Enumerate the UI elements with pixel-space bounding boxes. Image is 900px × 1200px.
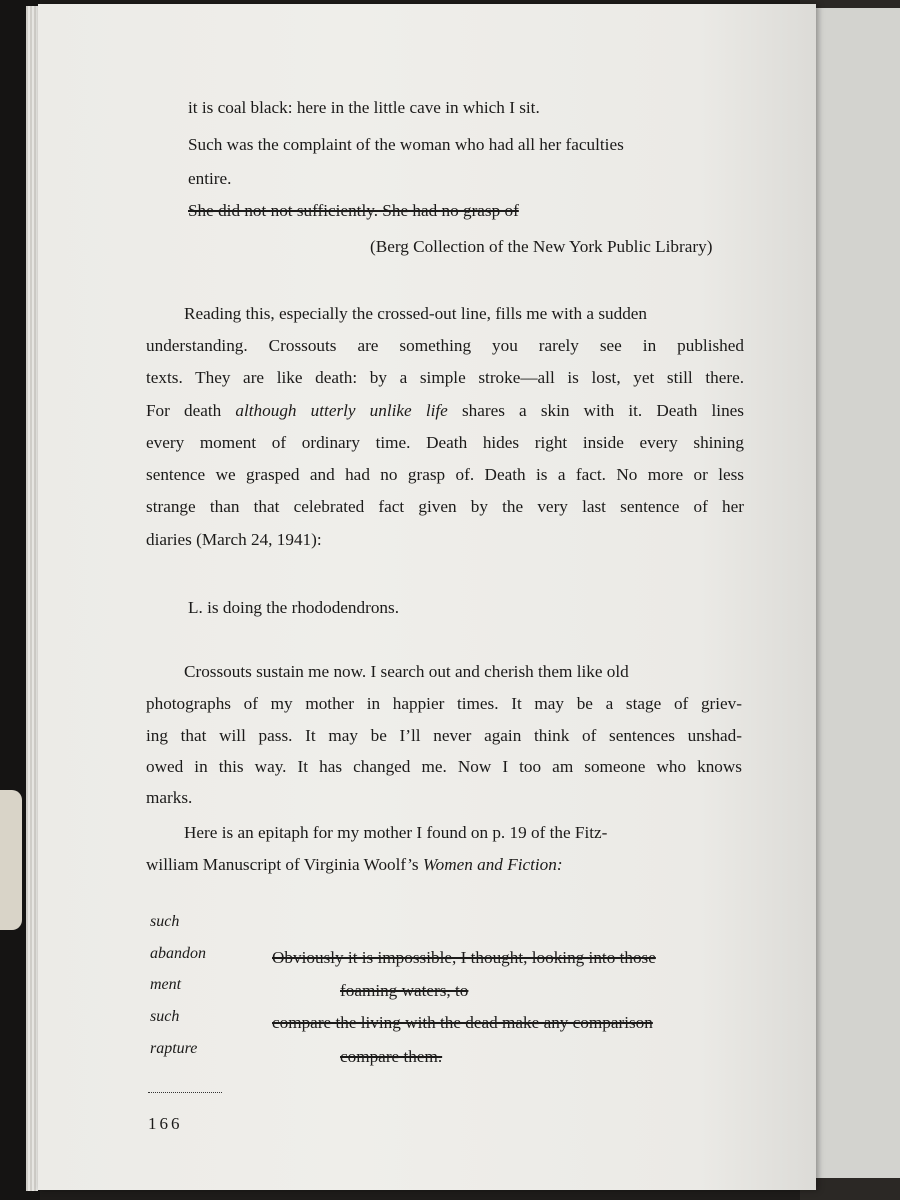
quote-line: entire. [188,169,232,188]
margin-word: abandon [150,945,206,962]
struck-manuscript-line: compare them. [340,1047,443,1066]
margin-word: such [150,913,180,930]
paragraph-line: photographs of my mother in happier times. It may be a stage of griev- [146,694,742,713]
text-run: shares a skin with it. Death lines [447,401,744,420]
paragraph-line: strange than that celebrated fact given by the very last sentence of her [146,497,744,516]
quote-line: it is coal black: here in the little cave in which I sit. [188,98,540,117]
diary-quote: L. is doing the rhododendrons. [188,598,400,617]
struck-manuscript-line: compare the living with the dead make any comparison [272,1013,653,1032]
struck-manuscript-line: foaming waters, to [340,981,469,1000]
emphasis-text: although utterly unlike life [235,401,448,420]
paragraph-line: owed in this way. It has changed me. Now I too am someone who knows [146,757,742,776]
paragraph-line: Crossouts sustain me now. I search out and cherish them like old [184,662,629,681]
paragraph-line: ing that will pass. It may be I’ll never again think of sentences unshad- [146,726,742,745]
margin-word: rapture [150,1040,198,1057]
quote-line: Such was the complaint of the woman who had all her faculties [188,135,624,154]
paragraph-line [146,854,563,876]
paragraph-line: Reading this, especially the crossed-out line, fills me with a sudden [184,304,648,323]
paragraph-line: marks. [146,788,193,807]
page-number: 166 [148,1114,183,1133]
paragraph-line: Here is an epitaph for my mother I found on p. 19 of the Fitz- [184,823,608,842]
citation: (Berg Collection of the New York Public Library) [370,237,713,256]
paragraph-line [146,400,744,422]
page-stack-edge [26,6,38,1191]
facing-page [815,8,900,1178]
paragraph-line: diaries (March 24, 1941): [146,530,322,549]
margin-word: ment [150,976,182,993]
dotted-rule [148,1092,222,1093]
paragraph-line: sentence we grasped and had no grasp of. Death is a fact. No more or less [146,465,744,484]
book-cover-corner [0,790,22,930]
margin-word: such [150,1008,180,1025]
paragraph-line: understanding. Crossouts are something you rarely see in published [146,336,744,355]
book-page [38,4,816,1190]
book-title: Women and Fiction: [422,855,563,874]
struck-manuscript-line: Obviously it is impossible, I thought, looking into those [272,948,656,967]
text-run: william Manuscript of Virginia Woolf’s [146,855,423,874]
paragraph-line: texts. They are like death: by a simple stroke—all is lost, yet still there. [146,368,744,387]
paragraph-line: every moment of ordinary time. Death hides right inside every shining [146,433,744,452]
struck-quote-line: She did not not sufficiently. She had no grasp of [188,201,519,220]
text-run: For death [146,401,236,420]
